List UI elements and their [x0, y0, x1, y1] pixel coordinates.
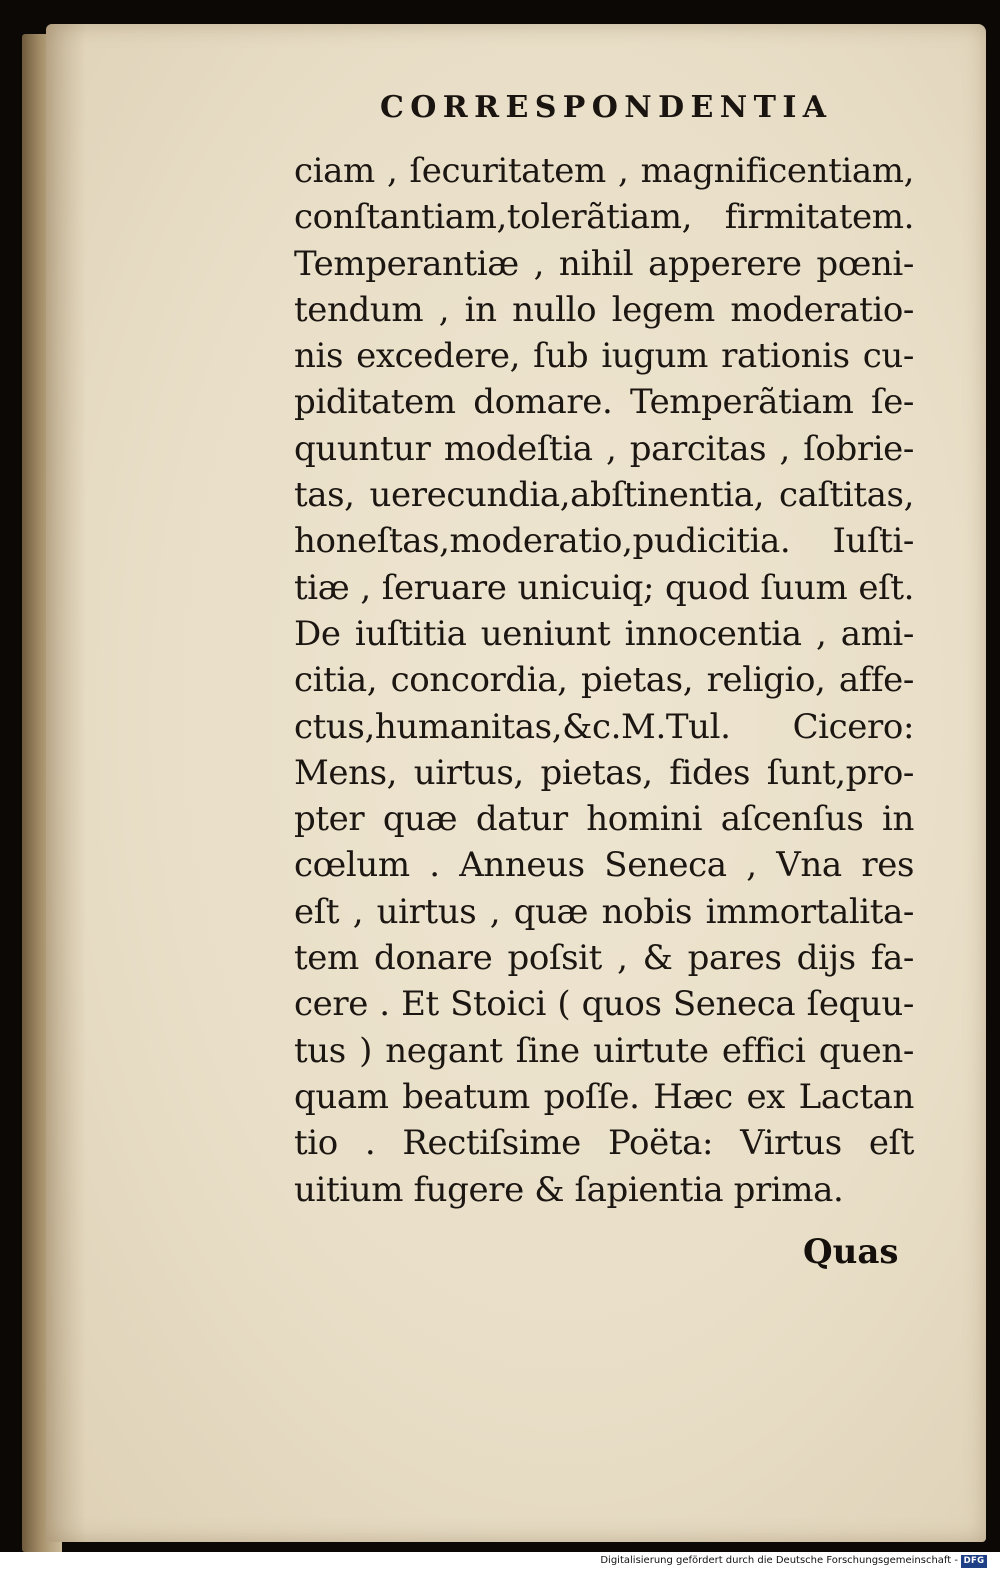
text-line: quuntur modeſtia , parcitas , ſobrie-: [294, 428, 914, 469]
text-line: tio . Rectiſsime Poëta: Virtus eſt: [294, 1123, 914, 1164]
running-head: CORRESPONDENTIA: [380, 90, 833, 125]
text-line: honeſtas,moderatio,pudicitia. Iuſti-: [294, 521, 914, 562]
text-line: citia, concordia, pietas, religio, affe-: [294, 660, 914, 701]
text-line: Mens, uirtus, pietas, fides ſunt,pro-: [294, 752, 914, 793]
text-line: tas, uerecundia,abſtinentia, caſtitas,: [294, 475, 914, 516]
text-line: quam beatum poſſe. Hæc ex Lactan: [294, 1076, 914, 1117]
digitization-credit: Digitalisierung gefördert durch die Deutsche Forschungsgemeinschaft -: [600, 1555, 958, 1566]
text-line: uitium fugere & ſapientia prima.: [294, 1169, 844, 1210]
text-line: De iuſtitia ueniunt innocentia , ami-: [294, 613, 914, 654]
text-line: ctus,humanitas,&c.M.Tul. Cicero:: [294, 706, 914, 747]
text-line: Temperantiæ , nihil apperere pœni-: [294, 243, 914, 284]
text-line: tus ) negant ſine uirtute effici quen-: [294, 1030, 914, 1071]
text-line: cere . Et Stoici ( quos Seneca ſequu-: [294, 984, 914, 1025]
text-line: pter quæ datur homini aſcenſus in: [294, 799, 914, 840]
text-line: tendum , in nullo legem moderatio-: [294, 289, 914, 330]
text-line: tiæ , ſeruare unicuiq; quod ſuum eſt.: [294, 567, 914, 608]
text-line: ciam , ſecuritatem , magnificentiam,: [294, 151, 914, 191]
catchword: Quas: [803, 1232, 899, 1272]
text-line: piditatem domare. Temperãtiam ſe-: [294, 382, 914, 423]
dfg-logo: DFG: [961, 1555, 987, 1568]
text-line: conſtantiam,tolerãtiam, firmitatem.: [294, 197, 914, 238]
page-gutter-shadow: [46, 24, 86, 1542]
text-line: eſt , uirtus , quæ nobis immortalita-: [294, 891, 914, 932]
text-line: tem donare poſsit , & pares dijs fa-: [294, 938, 914, 979]
text-line: cœlum . Anneus Seneca , Vna res: [294, 845, 914, 886]
body-text: [294, 148, 914, 1213]
text-line: nis excedere, ſub iugum rationis cu-: [294, 336, 914, 377]
